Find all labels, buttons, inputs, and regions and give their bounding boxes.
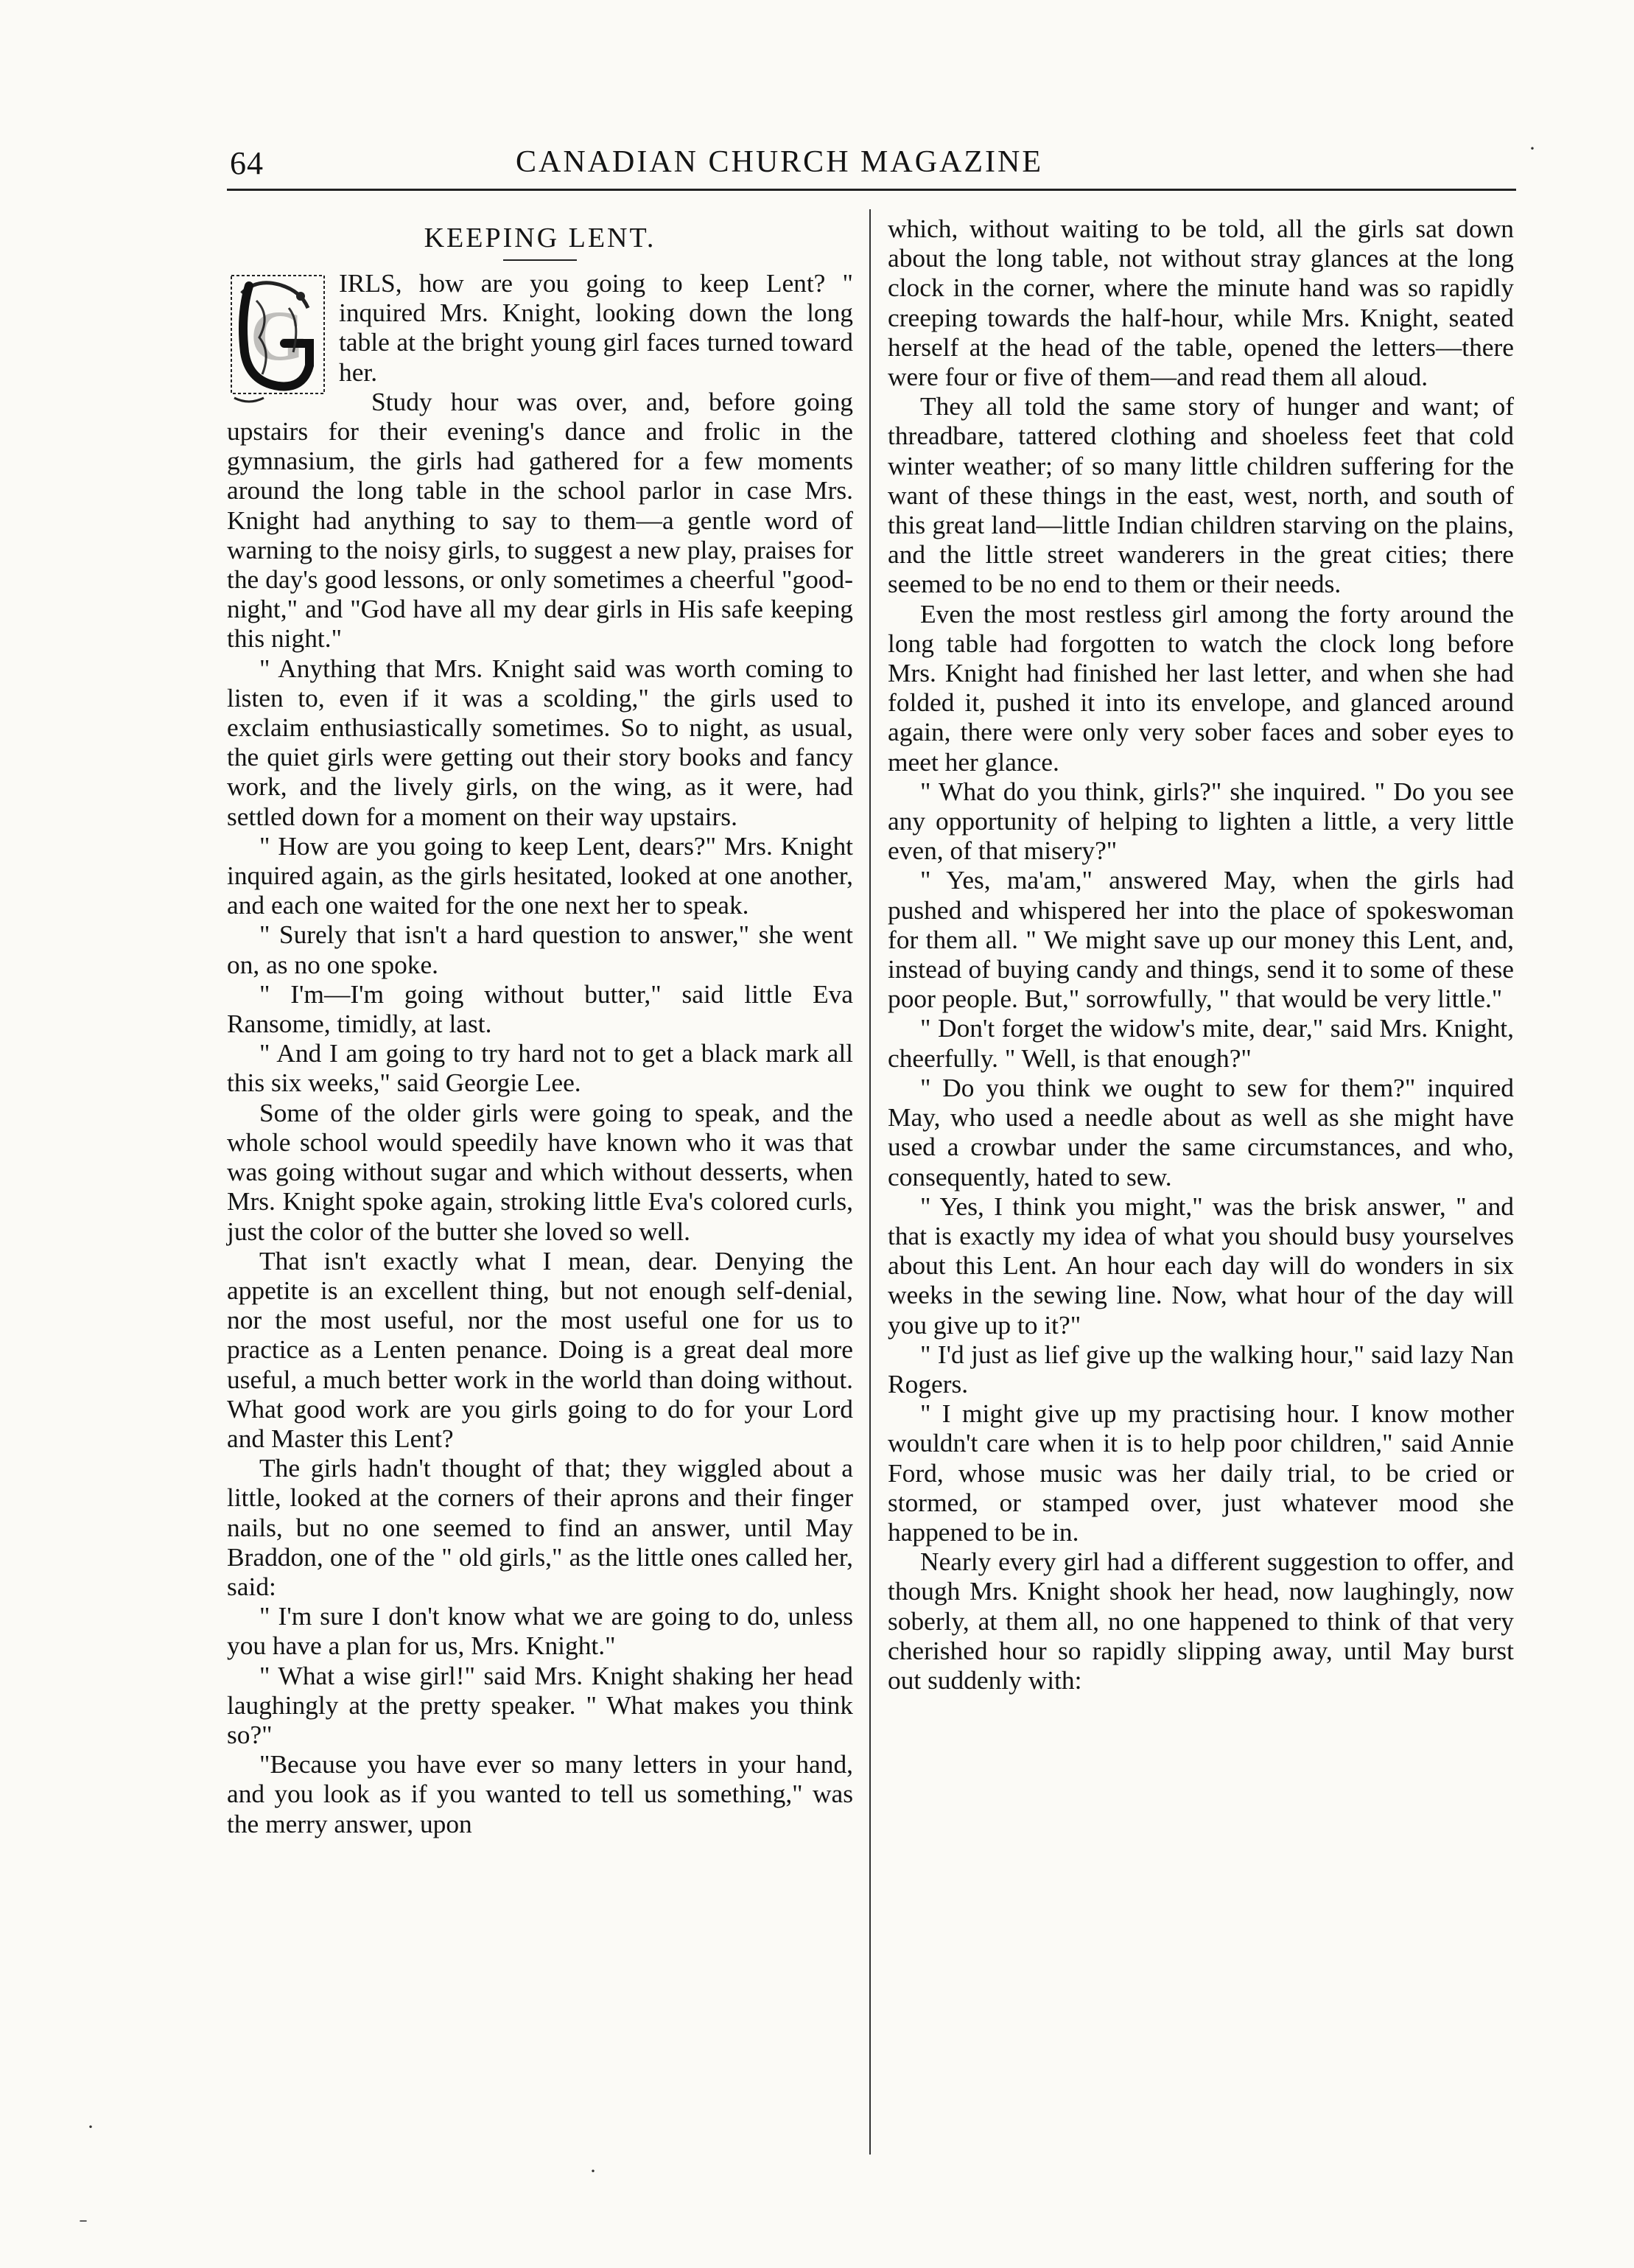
paragraph: IRLS, how are you going to keep Lent? " inquired Mrs. Knight, looking down the long table at the bright young girl faces turned toward her. xyxy=(339,268,853,387)
paragraph: The girls hadn't thought of that; they wiggled about a little, looked at the corners of their aprons and their finger nails, but no one seemed to find an answer, until May Braddon, one of the " old girls," as the little ones called her, said: xyxy=(227,1453,853,1601)
paragraph: Even the most restless girl among the forty around the long table had forgotten to watch the clock long before Mrs. Knight had finished her last letter, and when she had folded it, pushed it into its envelope, and glanced around again, there were only very sober faces and sober eyes to meet her glance. xyxy=(888,598,1514,777)
paragraph: " What a wise girl!" said Mrs. Knight shaking her head laughingly at the pretty speaker. " What makes you think so?" xyxy=(227,1660,853,1749)
first-paragraph-block xyxy=(227,268,853,387)
dropcap-ornament-icon xyxy=(227,271,329,408)
column-divider xyxy=(869,209,871,2155)
paragraph: " Do you think we ought to sew for them?" inquired May, who used a needle about as well as she might have used a crowbar under the same circumstances, and who, consequently, hated to sew. xyxy=(888,1072,1514,1191)
paragraph: "Because you have ever so many letters in your hand, and you look as if you wanted to tell us something," was the merry answer, upon xyxy=(227,1749,853,1838)
paragraph: They all told the same story of hunger and want; of threadbare, tattered clothing and shoeless feet that cold winter weather; of so many little children suffering for the want of these things in the east, west, north, and south of this great land—little Indian children starving on the plains, and the little street wanderers in the great cities; there seemed to be no end to them or their needs. xyxy=(888,391,1514,599)
paragraph: " Don't forget the widow's mite, dear," said Mrs. Knight, cheerfully. " Well, is that enough?" xyxy=(888,1013,1514,1073)
paragraph: " I'm—I'm going without butter," said little Eva Ransome, timidly, at last. xyxy=(227,979,853,1039)
print-speck: ˍ xyxy=(80,2199,87,2224)
paragraph: " Anything that Mrs. Knight said was worth coming to listen to, even if it was a scolding," the girls used to exclaim enthusiastically sometimes. So to night, as usual, the quiet girls were getting out their story books and fancy work, and the lively girls, on the wing, as it were, had settled down for a moment on their way upstairs. xyxy=(227,653,853,831)
paragraph: " Yes, ma'am," answered May, when the girls had pushed and whispered her into the place of spokeswoman for them all. " We might save up our money this Lent, and, instead of buying candy and things, send it to some of these poor people. But," sorrowfully, " that would be very little." xyxy=(888,865,1514,1014)
paragraph: " I'm sure I don't know what we are going to do, unless you have a plan for us, Mrs. Knight." xyxy=(227,1601,853,1661)
paragraph: " What do you think, girls?" she inquired. " Do you see any opportunity of helping to lighten a little, a very little even, of that misery?" xyxy=(888,776,1514,866)
print-speck: · xyxy=(1529,136,1536,161)
paragraph: " Yes, I think you might," was the brisk answer, " and that is exactly my idea of what you should busy yourselves about this Lent. An hour each day will do wonders in six weeks in the sewing line. Now, what hour of the day will you give up to it?" xyxy=(888,1191,1514,1340)
paragraph: " How are you going to keep Lent, dears?" Mrs. Knight inquired again, as the girls hesitated, looked at one another, and each one waited for the one next her to speak. xyxy=(227,830,853,920)
article-title: KEEPING LENT. xyxy=(424,223,656,253)
paragraph: " I'd just as lief give up the walking hour," said lazy Nan Rogers. xyxy=(888,1339,1514,1399)
paragraph: " Surely that isn't a hard question to answer," she went on, as no one spoke. xyxy=(227,920,853,979)
running-title: CANADIAN CHURCH MAGAZINE xyxy=(516,145,1043,179)
print-speck: · xyxy=(87,2115,94,2139)
paragraph: " I might give up my practising hour. I know mother wouldn't care when it is to help poor children," said Annie Ford, whose music was her daily trial, to be cried or stormed, or stamped over, just whatever mood she happened to be in. xyxy=(888,1399,1514,1547)
paragraph: That isn't exactly what I mean, dear. Denying the appetite is an excellent thing, but not enough self-denial, nor the most useful, nor the most useful one for us to practice as a Lenten penance. Doing is a great deal more useful, a much better work in the world than doing without. What good work are you girls going to do for your Lord and Master this Lent? xyxy=(227,1245,853,1453)
paragraph: Some of the older girls were going to speak, and the whole school would speedily have known who it was that was going without sugar and which without desserts, when Mrs. Knight spoke again, stroking little Eva's colored curls, just the color of the butter she loved so well. xyxy=(227,1097,853,1246)
paragraph: Study hour was over, and, before going upstairs for their evening's dance and frolic in the gymnasium, the girls had gathered for a few moments around the long table in the school parlor in case Mrs. Knight had anything to say to them—a gentle word of warning to the noisy girls, to suggest a new play, praises for the day's good lessons, or only sometimes a cheerful "good-night," and "God have all my dear girls in His safe keeping this night." xyxy=(227,386,853,654)
paragraph: " And I am going to try hard not to get a black mark all this six weeks," said Georgie Lee. xyxy=(227,1038,853,1098)
paragraph: which, without waiting to be told, all the girls sat down about the long table, not without stray glances at the long clock in the corner, where the minute hand was so rapidly creeping towards the half-hour, while Mrs. Knight, seated herself at the head of the table, opened the letters—there were four or five of them—and read them all aloud. xyxy=(888,214,1514,392)
paragraph: Nearly every girl had a different suggestion to offer, and though Mrs. Knight shook her head, now laughingly, now soberly, at them all, no one happened to think of that very cherished hour so rapidly slipping away, until May burst out suddenly with: xyxy=(888,1547,1514,1695)
print-speck: · xyxy=(589,2159,597,2183)
title-rule xyxy=(503,259,577,261)
right-column xyxy=(888,214,1514,1695)
svg-text:G: G xyxy=(250,296,306,375)
left-column xyxy=(227,214,853,1838)
page-number: 64 xyxy=(230,145,264,181)
ornamental-dropcap xyxy=(227,271,329,408)
header-rule xyxy=(227,189,1516,191)
